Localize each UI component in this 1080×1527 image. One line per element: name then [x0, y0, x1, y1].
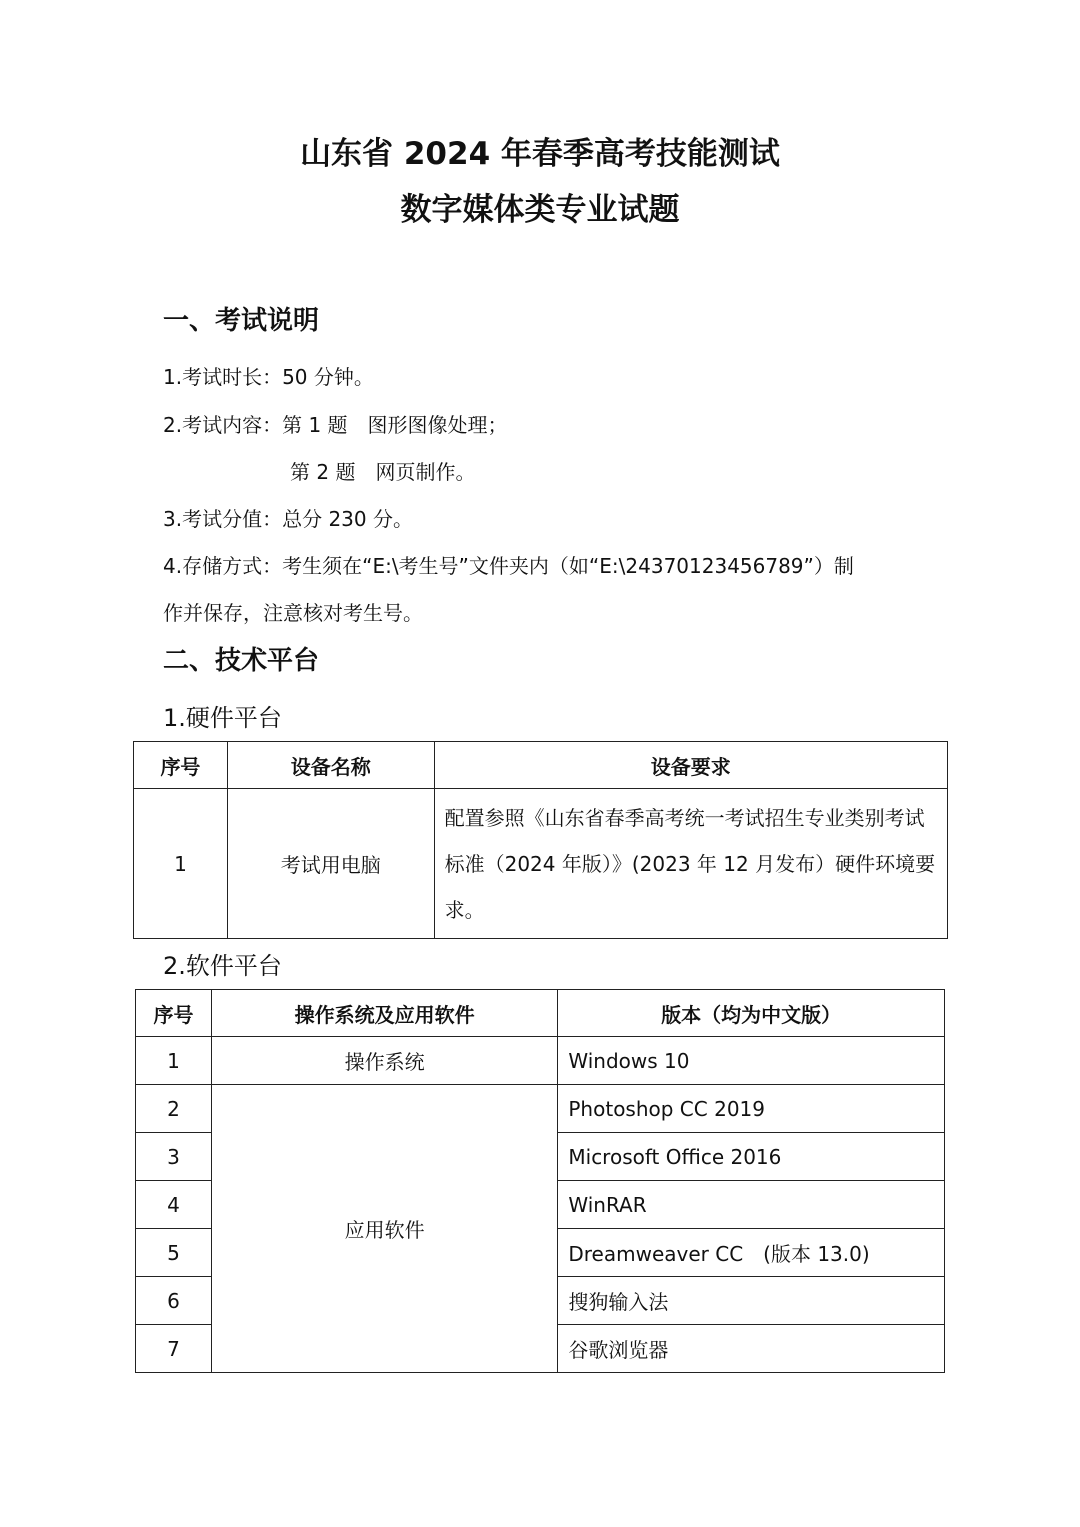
- section2-heading: 二、技术平台: [163, 646, 320, 676]
- software-category: 应用软件: [211, 1085, 557, 1373]
- table-row: [134, 789, 948, 939]
- column-header: 版本（均为中文版）: [558, 990, 945, 1037]
- exam-content-line: 2.考试内容：第 1 题 图形图像处理；: [163, 413, 508, 437]
- row-number: 6: [136, 1277, 212, 1325]
- row-number: 1: [136, 1037, 212, 1085]
- document-title-line2: 数字媒体类专业试题: [400, 192, 680, 228]
- exam-duration-line: 1.考试时长：50 分钟。: [163, 365, 374, 389]
- software-version: Windows 10: [558, 1037, 945, 1085]
- device-name: 考试用电脑: [227, 789, 434, 939]
- column-header: 操作系统及应用软件: [211, 990, 557, 1037]
- software-version: WinRAR: [558, 1181, 945, 1229]
- column-header: 设备要求: [434, 742, 947, 789]
- column-header: 序号: [134, 742, 228, 789]
- table-header-row: [136, 990, 945, 1037]
- device-requirement: 配置参照《山东省春季高考统一考试招生专业类别考试标准（2024 年版）》(2023 年 12 月发布）硬件环境要求。: [434, 789, 947, 939]
- document-title-line1: 山东省 2024 年春季高考技能测试: [300, 136, 780, 172]
- software-category: 操作系统: [211, 1037, 557, 1085]
- storage-method-line: 4.存储方式：考生须在“E:\考生号”文件夹内（如“E:\24370123456789”）制: [163, 554, 854, 578]
- storage-method-line2: 作并保存，注意核对考生号。: [163, 601, 423, 625]
- software-version: Microsoft Office 2016: [558, 1133, 945, 1181]
- software-version: Dreamweaver CC (版本 13.0): [558, 1229, 945, 1277]
- software-version: Photoshop CC 2019: [558, 1085, 945, 1133]
- software-version: 谷歌浏览器: [558, 1325, 945, 1373]
- column-header: 序号: [136, 990, 212, 1037]
- table-row: [136, 1085, 945, 1133]
- section1-heading: 一、考试说明: [163, 306, 320, 336]
- software-version: 搜狗输入法: [558, 1277, 945, 1325]
- table-header-row: [134, 742, 948, 789]
- row-number: 5: [136, 1229, 212, 1277]
- software-table: [135, 989, 945, 1373]
- column-header: 设备名称: [227, 742, 434, 789]
- row-number: 1: [134, 789, 228, 939]
- row-number: 2: [136, 1085, 212, 1133]
- hardware-heading: 1.硬件平台: [163, 704, 282, 732]
- row-number: 3: [136, 1133, 212, 1181]
- row-number: 4: [136, 1181, 212, 1229]
- table-row: [136, 1037, 945, 1085]
- row-number: 7: [136, 1325, 212, 1373]
- hardware-table: [133, 741, 948, 939]
- exam-content-line2: 第 2 题 网页制作。: [290, 460, 476, 484]
- exam-score-line: 3.考试分值：总分 230 分。: [163, 507, 413, 531]
- software-heading: 2.软件平台: [163, 952, 282, 980]
